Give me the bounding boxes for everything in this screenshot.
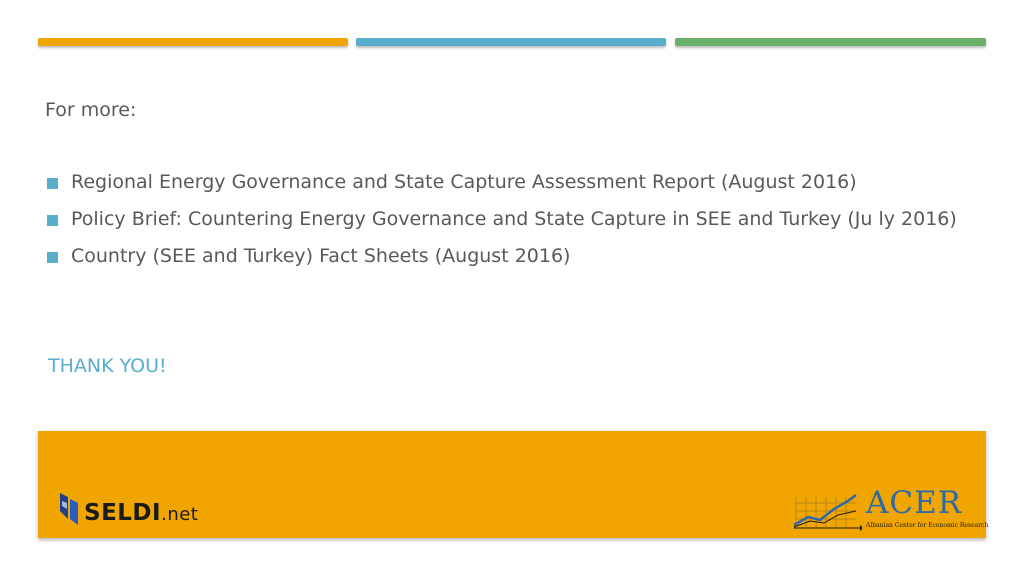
rising-chart-icon	[790, 491, 862, 531]
list-item-text: Regional Energy Governance and State Capture Assessment Report (August 2016)	[71, 171, 857, 193]
footer-banner	[38, 431, 989, 538]
intro-text: For more:	[45, 99, 137, 121]
acer-tagline: Albanian Center for Economic Research	[866, 522, 989, 529]
list-item	[45, 207, 965, 232]
list-item	[45, 170, 965, 195]
seldi-shield-icon	[58, 491, 82, 527]
square-bullet-icon	[47, 178, 58, 189]
accent-bar-orange	[38, 38, 348, 46]
accent-bar-green	[675, 38, 986, 46]
seldi-logo	[58, 491, 198, 531]
acer-logo	[790, 485, 989, 532]
square-bullet-icon	[47, 252, 58, 263]
list-item	[45, 244, 965, 269]
list-item-text: Policy Brief: Countering Energy Governance and State Capture in SEE and Turkey (Ju ly 2016)	[71, 208, 957, 230]
reference-list	[45, 170, 965, 281]
thank-you-text: THANK YOU!	[48, 355, 167, 377]
list-item-text: Country (SEE and Turkey) Fact Sheets (August 2016)	[71, 245, 571, 267]
accent-bar-blue	[356, 38, 666, 46]
acer-wordmark: ACER	[866, 485, 963, 521]
seldi-wordmark: SELDI.net	[84, 500, 199, 526]
square-bullet-icon	[47, 215, 58, 226]
